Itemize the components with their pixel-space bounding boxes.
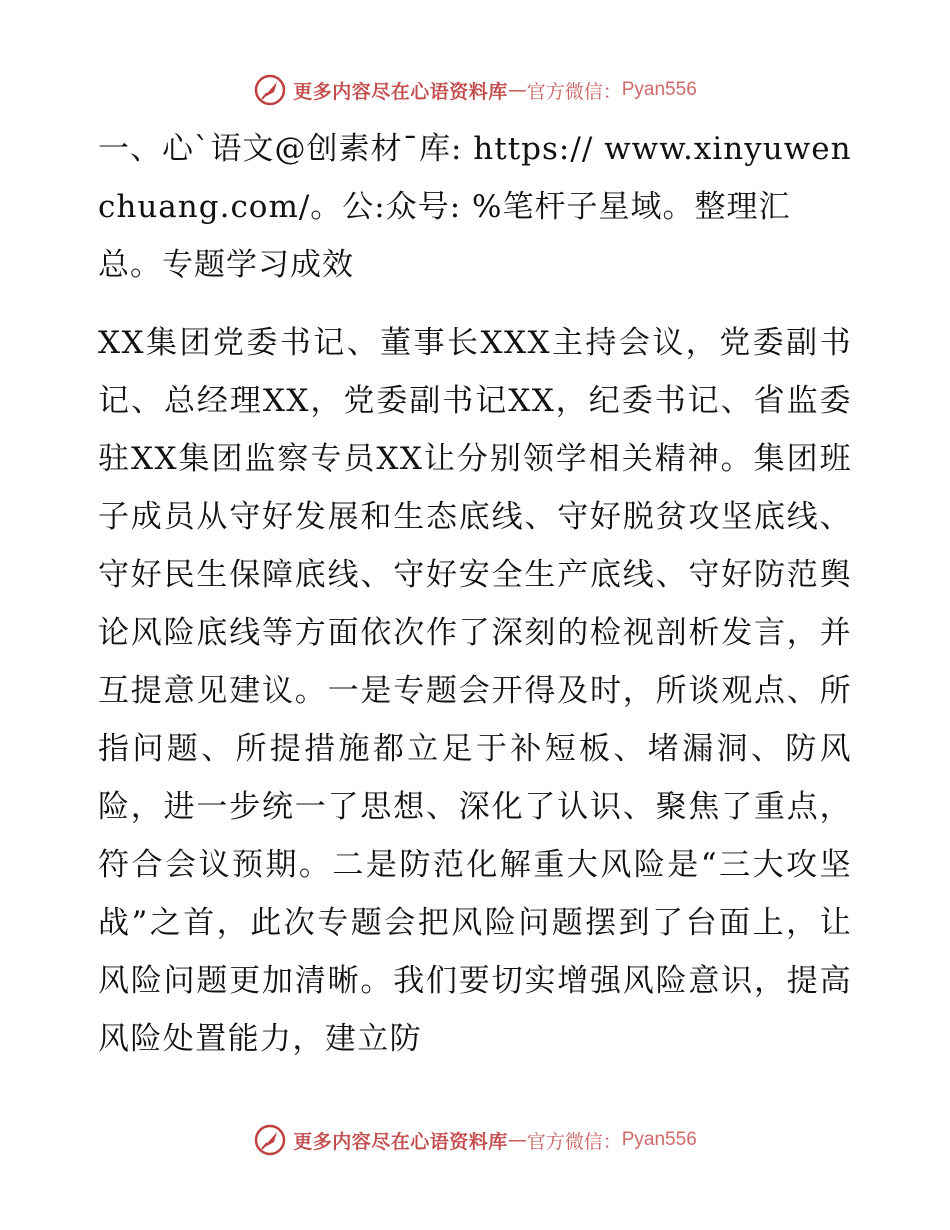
footer-watermark	[0, 1120, 950, 1160]
watermark-main-text: 更多内容尽在心语资料库	[293, 1130, 508, 1153]
quill-logo-icon	[253, 73, 287, 107]
watermark-wechat-id: Pyan556	[621, 79, 697, 100]
document-content	[98, 120, 852, 1068]
header-watermark	[0, 70, 950, 110]
section-heading: 一、心`语文@创素材¯库: https:// www.xinyuwenchuang.com/。公:众号: %笔杆子星域。整理汇总。专题学习成效	[98, 131, 852, 283]
watermark-dash: —	[507, 1129, 527, 1151]
watermark-sub-text: 官方微信：	[526, 80, 622, 103]
watermark-sub-text: 官方微信：	[526, 1130, 622, 1153]
watermark-wechat-id: Pyan556	[621, 1129, 697, 1150]
body-paragraph: XX集团党委书记、董事长XXX主持会议，党委副书记、总经理XX，党委副书记XX，纪委书记、省监委驻XX集团监察专员XX让分别领学相关精神。集团班子成员从守好发展和生态底线、守好脱贫攻坚底线、守好民生保障底线、守好安全生产底线、守好防范舆论风险底线等方面依次作了深刻的检视剖析发言，并互提意见建议。一是专题会开得及时，所谈观点、所指问题、所提措施都立足于补短板、堵漏洞、防风险，进一步统一了思想、深化了认识、聚焦了重点，符合会议预期。二是防范化解重大风险是“三大攻坚战”之首，此次专题会把风险问题摆到了台面上，让风险问题更加清晰。我们要切实增强风险意识，提高风险处置能力，建立防	[98, 325, 852, 1057]
watermark-dash: —	[507, 79, 527, 101]
quill-logo-icon	[253, 1123, 287, 1157]
watermark-main-text: 更多内容尽在心语资料库	[293, 80, 508, 103]
